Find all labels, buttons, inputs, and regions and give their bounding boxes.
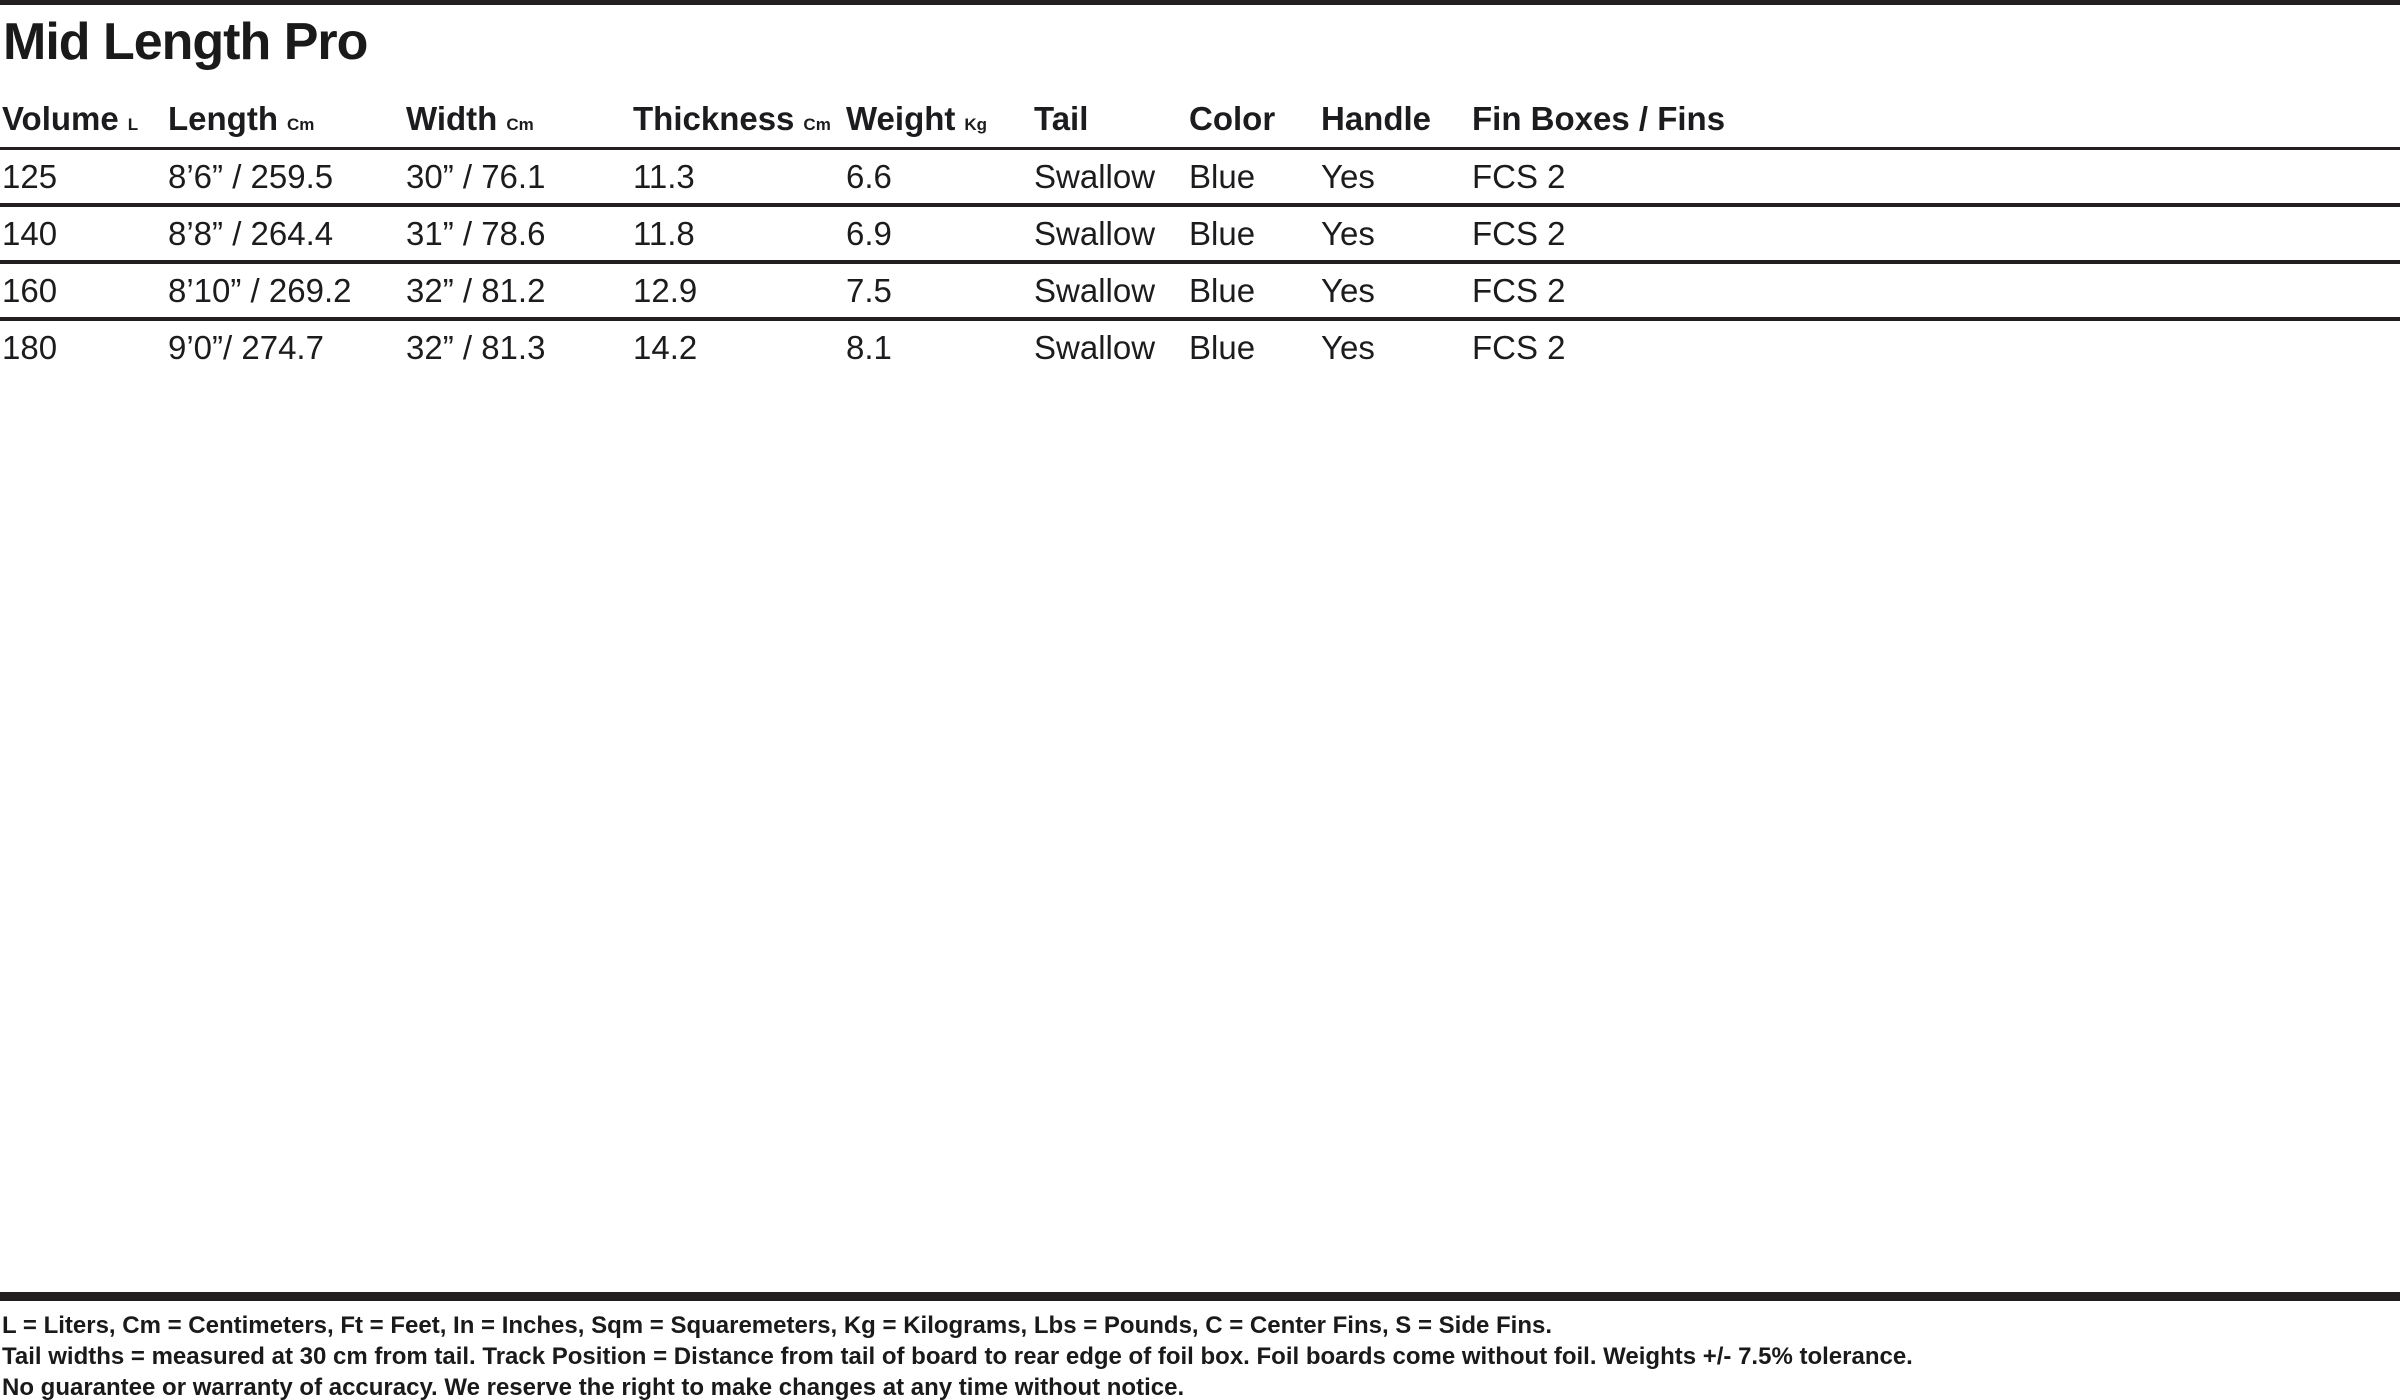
table-cell: 8’10” / 269.2 <box>168 272 352 309</box>
top-border-bar <box>0 0 2400 5</box>
footer-line-measurement-notes: Tail widths = measured at 30 cm from tail. Track Position = Distance from tail of board to rear edge of foil box. Foil boards come without foil. Weights +/- 7.5% tolerance. <box>2 1343 1913 1370</box>
column-label: Color <box>1189 100 1276 137</box>
table-row <box>0 321 2400 378</box>
table-cell: 32” / 81.3 <box>406 329 546 366</box>
column-label: Width <box>406 100 498 137</box>
table-row <box>0 150 2400 207</box>
table-cell: 6.9 <box>846 215 892 252</box>
column-label: Tail <box>1034 100 1089 137</box>
column-header-width <box>406 100 633 138</box>
table-cell: 32” / 81.2 <box>406 272 546 309</box>
column-unit: L <box>127 115 139 134</box>
footer-line-disclaimer: No guarantee or warranty of accuracy. We reserve the right to make changes at any time without notice. <box>2 1374 1185 1400</box>
column-header-length <box>168 100 406 138</box>
table-cell: 30” / 76.1 <box>406 158 546 195</box>
column-label: Fin Boxes / Fins <box>1472 100 1726 137</box>
table-cell: 11.3 <box>633 158 695 195</box>
column-label: Volume <box>2 100 119 137</box>
table-cell: FCS 2 <box>1472 329 1566 366</box>
column-unit: Cm <box>506 115 534 134</box>
column-unit: Cm <box>803 115 831 134</box>
column-header-tail <box>1034 100 1189 138</box>
column-header-handle <box>1321 100 1472 138</box>
table-cell: 14.2 <box>633 329 698 366</box>
column-unit: Cm <box>286 115 315 134</box>
column-label: Handle <box>1321 100 1432 137</box>
table-cell: Yes <box>1321 272 1375 309</box>
column-label: Weight <box>846 100 956 137</box>
column-unit: Kg <box>964 115 988 134</box>
table-cell: 8.1 <box>846 329 892 366</box>
table-cell: Swallow <box>1034 329 1156 366</box>
column-label: Thickness <box>633 100 795 137</box>
table-row <box>0 207 2400 264</box>
table-cell: 140 <box>2 215 58 252</box>
column-header-thickness <box>633 100 846 138</box>
footer-legend <box>2 1310 2390 1400</box>
table-cell: Yes <box>1321 215 1375 252</box>
footer-border-bar <box>0 1292 2400 1301</box>
table-cell: Blue <box>1189 215 1256 252</box>
table-row <box>0 264 2400 321</box>
table-cell: 8’8” / 264.4 <box>168 215 334 252</box>
column-header-weight <box>846 100 1034 138</box>
table-cell: 9’0”/ 274.7 <box>168 329 324 366</box>
table-cell: 12.9 <box>633 272 698 309</box>
table-header-row <box>0 90 2400 138</box>
table-cell: Blue <box>1189 329 1256 366</box>
table-cell: 180 <box>2 329 58 366</box>
table-cell: FCS 2 <box>1472 272 1566 309</box>
column-header-volume <box>2 100 168 138</box>
column-header-color <box>1189 100 1321 138</box>
table-cell: Blue <box>1189 158 1256 195</box>
page-title: Mid Length Pro <box>3 13 368 71</box>
table-cell: 11.8 <box>633 215 695 252</box>
table-cell: 7.5 <box>846 272 892 309</box>
table-cell: Swallow <box>1034 158 1156 195</box>
table-cell: 31” / 78.6 <box>406 215 546 252</box>
table-cell: FCS 2 <box>1472 158 1566 195</box>
footer-line-units: L = Liters, Cm = Centimeters, Ft = Feet, In = Inches, Sqm = Squaremeters, Kg = Kilograms, Lbs = Pounds, C = Center Fins, S = Side Fins. <box>2 1312 1553 1339</box>
table-cell: 160 <box>2 272 58 309</box>
table-cell: Yes <box>1321 329 1375 366</box>
table-cell: Blue <box>1189 272 1256 309</box>
column-label: Length <box>168 100 278 137</box>
table-cell: Yes <box>1321 158 1375 195</box>
column-header-fin-boxes-fins <box>1472 100 2400 138</box>
table-cell: 6.6 <box>846 158 892 195</box>
table-cell: Swallow <box>1034 272 1156 309</box>
table-body <box>0 150 2400 378</box>
table-cell: 8’6” / 259.5 <box>168 158 334 195</box>
table-cell: Swallow <box>1034 215 1156 252</box>
table-cell: 125 <box>2 158 58 195</box>
table-cell: FCS 2 <box>1472 215 1566 252</box>
